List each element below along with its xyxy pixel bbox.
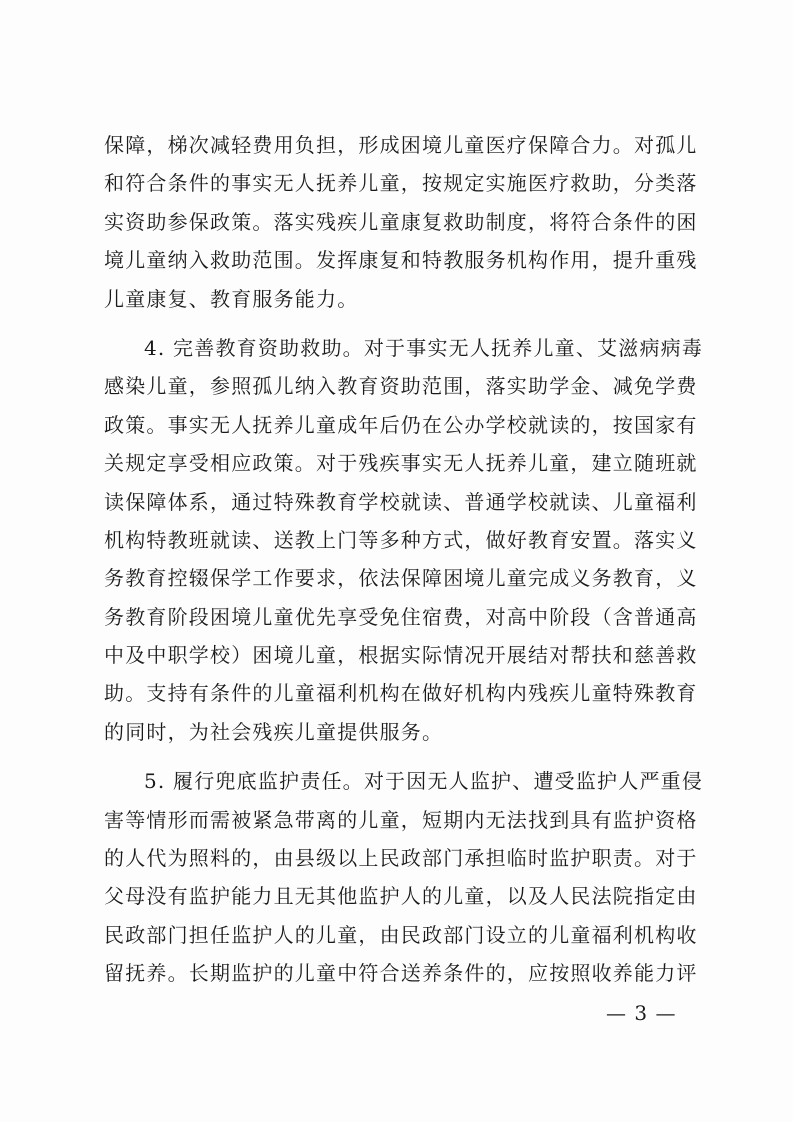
text-line: 关规定享受相应政策。对于残疾事实无人抚养儿童，建立随班就 xyxy=(104,451,698,476)
paragraph-heading-line: 4. 完善教育资助救助。对于事实无人抚养儿童、艾滋病病毒 xyxy=(144,335,704,360)
paragraph-gap xyxy=(104,751,700,762)
text-line: 儿童康复、教育服务能力。 xyxy=(104,286,359,311)
text-line: 感染儿童，参照孤儿纳入教育资助范围，落实助学金、减免学费 xyxy=(104,374,698,399)
text-line: 和符合条件的事实无人抚养儿童，按规定实施医疗救助，分类落 xyxy=(104,171,698,196)
text-line: 的同时，为社会残疾儿童提供服务。 xyxy=(104,719,444,744)
text-line: 助。支持有条件的儿童福利机构在做好机构内残疾儿童特殊教育 xyxy=(104,681,698,706)
page-number: — 3 — xyxy=(606,1001,677,1025)
text-line: 留抚养。长期监护的儿童中符合送养条件的，应按照收养能力评 xyxy=(104,961,698,986)
text-line: 务教育阶段困境儿童优先享受免住宿费，对高中阶段（含普通高 xyxy=(104,604,698,629)
text-line: 机构特教班就读、送教上门等多种方式，做好教育安置。落实义 xyxy=(104,527,698,552)
text-line: 政策。事实无人抚养儿童成年后仍在公办学校就读的，按国家有 xyxy=(104,412,698,437)
text-line: 保障，梯次减轻费用负担，形成困境儿童医疗保障合力。对孤儿 xyxy=(104,133,698,157)
text-line: 实资助参保政策。落实残疾儿童康复救助制度，将符合条件的困 xyxy=(104,209,698,234)
text-line: 境儿童纳入救助范围。发挥康复和特教服务机构作用，提升重残 xyxy=(104,248,698,273)
paragraph-heading-line: 5. 履行兜底监护责任。对于因无人监护、遭受监护人严重侵 xyxy=(144,769,704,794)
paragraph-gap xyxy=(104,318,700,329)
body-text xyxy=(104,126,704,993)
text-line: 的人代为照料的，由县级以上民政部门承担临时监护职责。对于 xyxy=(104,846,698,871)
text-line: 读保障体系，通过特殊教育学校就读、普通学校就读、儿童福利 xyxy=(104,489,698,514)
text-line: 中及中职学校）困境儿童，根据实际情况开展结对帮扶和慈善救 xyxy=(104,643,698,668)
text-line: 父母没有监护能力且无其他监护人的儿童，以及人民法院指定由 xyxy=(104,884,698,909)
text-line: 民政部门担任监护人的儿童，由民政部门设立的儿童福利机构收 xyxy=(104,922,698,947)
text-line: 害等情形而需被紧急带离的儿童，短期内无法找到具有监护资格 xyxy=(104,807,698,832)
text-line: 务教育控辍保学工作要求，依法保障困境儿童完成义务教育，义 xyxy=(104,566,698,591)
